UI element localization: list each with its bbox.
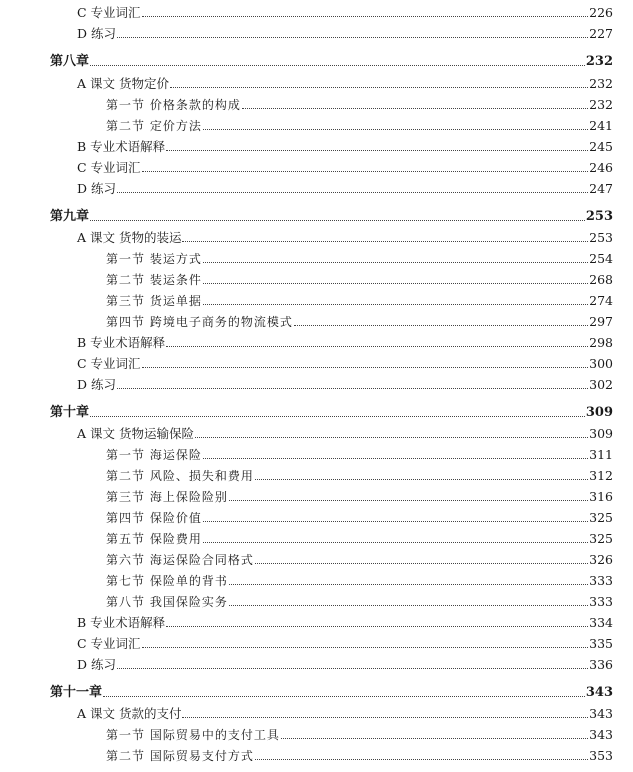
toc-entry-title: 第二节 定价方法 (106, 119, 202, 133)
toc-page-number: 312 (589, 468, 613, 483)
toc-page-number: 333 (589, 594, 613, 609)
toc-entry-title: 第九章 (50, 209, 90, 224)
toc-section-entry[interactable] (106, 268, 613, 288)
dot-leader (170, 87, 588, 88)
toc-page-number: 268 (589, 272, 613, 287)
toc-section-entry[interactable] (106, 114, 613, 134)
dot-leader (117, 668, 588, 669)
dot-leader (203, 458, 588, 459)
toc-entry-title: 第一节 装运方式 (106, 252, 202, 266)
toc-subentry[interactable] (77, 331, 613, 351)
dot-leader (203, 542, 588, 543)
toc-section-entry[interactable] (106, 247, 613, 267)
toc-page-number: 333 (589, 573, 613, 588)
toc-page-number: 232 (589, 76, 613, 91)
toc-page-number: 316 (589, 489, 613, 504)
dot-leader (103, 696, 585, 697)
toc-page-number: 232 (585, 54, 613, 69)
dot-leader (90, 416, 585, 417)
toc-page-number: 226 (589, 5, 613, 20)
toc-entry-title: 第三节 海上保险险别 (106, 490, 228, 504)
dot-leader (117, 388, 588, 389)
toc-chapter-entry[interactable] (50, 205, 613, 225)
toc-subentry[interactable] (77, 22, 613, 42)
toc-entry-title: C 专业词汇 (77, 5, 141, 20)
toc-section-entry[interactable] (106, 590, 613, 610)
dot-leader (166, 150, 588, 151)
toc-subentry[interactable] (77, 72, 613, 92)
toc-page-number: 232 (589, 97, 613, 112)
toc-page-number: 343 (585, 685, 613, 700)
dot-leader (255, 759, 588, 760)
toc-section-entry[interactable] (106, 506, 613, 526)
toc-entry-title: 第六节 海运保险合同格式 (106, 553, 254, 567)
toc-subentry[interactable] (77, 373, 613, 393)
toc-entry-title: 第二节 国际贸易支付方式 (106, 749, 254, 763)
dot-leader (203, 129, 588, 130)
dot-leader (203, 304, 588, 305)
toc-section-entry[interactable] (106, 443, 613, 463)
dot-leader (142, 367, 589, 368)
dot-leader (142, 16, 589, 17)
toc-page-number: 343 (589, 706, 613, 721)
toc-section-entry[interactable] (106, 93, 613, 113)
toc-page-number: 325 (589, 531, 613, 546)
toc-chapter-entry[interactable] (50, 401, 613, 421)
toc-subentry[interactable] (77, 653, 613, 673)
dot-leader (203, 262, 588, 263)
toc-page-number: 326 (589, 552, 613, 567)
toc-entry-title: C 专业词汇 (77, 160, 141, 175)
toc-entry-title: 第三节 货运单据 (106, 294, 202, 308)
toc-subentry[interactable] (77, 611, 613, 631)
toc-entry-title: 第八节 我国保险实务 (106, 595, 228, 609)
dot-leader (203, 283, 588, 284)
toc-chapter-entry[interactable] (50, 50, 613, 70)
dot-leader (229, 605, 588, 606)
toc-entry-title: 第二节 风险、损失和费用 (106, 469, 254, 483)
dot-leader (182, 241, 588, 242)
toc-subentry[interactable] (77, 1, 613, 21)
toc-page-number: 311 (589, 447, 613, 462)
dot-leader (166, 346, 588, 347)
toc-page-number: 253 (589, 230, 613, 245)
dot-leader (195, 437, 588, 438)
toc-entry-title: A 课文 货款的支付 (77, 706, 182, 721)
toc-page-number: 309 (589, 426, 613, 441)
toc-section-entry[interactable] (106, 548, 613, 568)
toc-entry-title: 第八章 (50, 54, 90, 69)
toc-entry-title: B 专业术语解释 (77, 139, 166, 154)
toc-entry-title: C 专业词汇 (77, 356, 141, 371)
dot-leader (142, 647, 589, 648)
toc-page-number: 227 (589, 26, 613, 41)
toc-page-number: 245 (589, 139, 613, 154)
dot-leader (166, 626, 588, 627)
toc-entry-title: A 课文 货物的装运 (77, 230, 182, 245)
toc-section-entry[interactable] (106, 527, 613, 547)
dot-leader (242, 108, 588, 109)
toc-section-entry[interactable] (106, 464, 613, 484)
toc-page-number: 302 (589, 377, 613, 392)
toc-entry-title: D 练习 (77, 657, 116, 672)
toc-entry-title: B 专业术语解释 (77, 335, 166, 350)
toc-section-entry[interactable] (106, 485, 613, 505)
toc-page-number: 274 (589, 293, 613, 308)
toc-section-entry[interactable] (106, 289, 613, 309)
dot-leader (142, 171, 589, 172)
dot-leader (294, 325, 588, 326)
toc-subentry[interactable] (77, 352, 613, 372)
dot-leader (117, 37, 588, 38)
dot-leader (90, 65, 585, 66)
toc-entry-title: 第一节 价格条款的构成 (106, 98, 241, 112)
toc-subentry[interactable] (77, 702, 613, 722)
toc-entry-title: D 练习 (77, 26, 116, 41)
toc-entry-title: 第四节 跨境电子商务的物流模式 (106, 315, 293, 329)
toc-entry-title: A 课文 货物运输保险 (77, 426, 194, 441)
toc-section-entry[interactable] (106, 744, 613, 764)
toc-page-number: 300 (589, 356, 613, 371)
dot-leader (229, 584, 588, 585)
toc-page-number: 309 (585, 405, 613, 420)
toc-page-number: 336 (589, 657, 613, 672)
toc-page-number: 297 (589, 314, 613, 329)
dot-leader (255, 479, 588, 480)
toc-subentry[interactable] (77, 226, 613, 246)
toc-page-number: 246 (589, 160, 613, 175)
toc-page-number: 334 (589, 615, 613, 630)
toc-subentry[interactable] (77, 422, 613, 442)
toc-chapter-entry[interactable] (50, 681, 613, 701)
toc-section-entry[interactable] (106, 569, 613, 589)
dot-leader (117, 192, 588, 193)
dot-leader (255, 563, 588, 564)
toc-entry-title: C 专业词汇 (77, 636, 141, 651)
toc-page-number: 343 (589, 727, 613, 742)
toc-page-number: 253 (585, 209, 613, 224)
toc-subentry[interactable] (77, 177, 613, 197)
toc-entry-title: 第五节 保险费用 (106, 532, 202, 546)
toc-entry-title: B 专业术语解释 (77, 615, 166, 630)
toc-entry-title: A 课文 货物定价 (77, 76, 169, 91)
toc-page-number: 353 (589, 748, 613, 763)
toc-entry-title: 第一节 国际贸易中的支付工具 (106, 728, 280, 742)
toc-page-number: 241 (589, 118, 613, 133)
dot-leader (203, 521, 588, 522)
toc-page-number: 254 (589, 251, 613, 266)
toc-entry-title: D 练习 (77, 181, 116, 196)
toc-subentry[interactable] (77, 632, 613, 652)
dot-leader (90, 220, 585, 221)
toc-section-entry[interactable] (106, 723, 613, 743)
dot-leader (281, 738, 588, 739)
toc-page-number: 298 (589, 335, 613, 350)
toc-entry-title: 第二节 装运条件 (106, 273, 202, 287)
toc-subentry[interactable] (77, 156, 613, 176)
toc-entry-title: 第七节 保险单的背书 (106, 574, 228, 588)
toc-entry-title: D 练习 (77, 377, 116, 392)
toc-entry-title: 第四节 保险价值 (106, 511, 202, 525)
toc-entry-title: 第十章 (50, 405, 90, 420)
toc-entry-title: 第一节 海运保险 (106, 448, 202, 462)
toc-page-number: 247 (589, 181, 613, 196)
toc-page-number: 335 (589, 636, 613, 651)
dot-leader (229, 500, 588, 501)
toc-subentry[interactable] (77, 135, 613, 155)
toc-section-entry[interactable] (106, 310, 613, 330)
toc-page-number: 325 (589, 510, 613, 525)
dot-leader (182, 717, 588, 718)
toc-entry-title: 第十一章 (50, 685, 103, 700)
